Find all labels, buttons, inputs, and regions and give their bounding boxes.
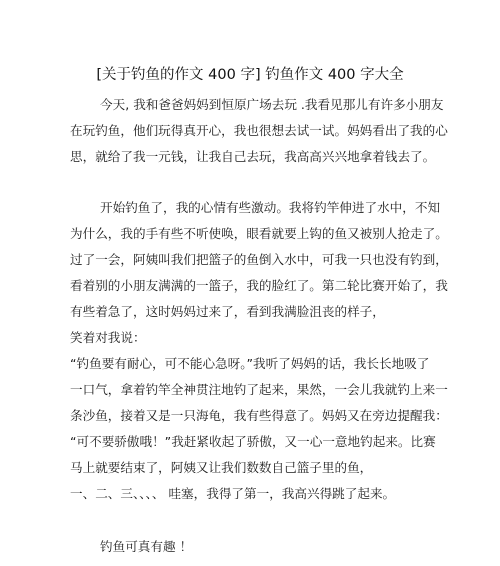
paragraph-2-line-11: 马上就要结束了，阿姨又让我们数数自己篮子里的鱼， bbox=[70, 460, 373, 475]
paragraph-2-line-9: 条沙鱼，接着又是一只海龟，我有些得意了。妈妈又在旁边提醒我： bbox=[70, 408, 448, 423]
paragraph-2-line-1: 开始钓鱼了，我的心情有些激动。我将钓竿伸进了水中，不知 bbox=[100, 200, 441, 215]
paragraph-2-line-3: 过了一会，阿姨叫我们把篮子的鱼倒入水中，可我一只也没有钓到， bbox=[70, 252, 448, 267]
paragraph-2-line-5: 有些着急了，这时妈妈过来了，看到我满脸沮丧的样子， bbox=[70, 304, 385, 319]
paragraph-2-line-2: 为什么，我的手有些不听使唤，眼看就要上钩的鱼又被别人抢走了。 bbox=[70, 226, 448, 241]
paragraph-2-line-8: 一口气，拿着钓竿全神贯注地钓了起来，果然，一会儿我就钓上来一 bbox=[70, 382, 448, 397]
paragraph-2-line-4: 看着别的小朋友满满的一篮子，我的脸红了。第二轮比赛开始了，我 bbox=[70, 278, 448, 293]
paragraph-1-line-1: 今天, 我和爸爸妈妈到恒原广场去玩 .我看见那儿有许多小朋友 bbox=[100, 97, 444, 112]
document-title: [关于钓鱼的作文 400 字] 钓鱼作文 400 字大全 bbox=[96, 67, 404, 83]
paragraph-2-line-10: “可不要骄傲哦！”我赶紧收起了骄傲，又一心一意地钓起来。比赛 bbox=[70, 434, 436, 449]
paragraph-2-line-12: 一、二、三、、、、 哇塞，我得了第一，我高兴得跳了起来。 bbox=[70, 486, 396, 501]
paragraph-1-line-3: 思，就给了我一元钱，让我自己去玩，我高高兴兴地拿着钱去了。 bbox=[70, 149, 436, 164]
paragraph-1-line-2: 在玩钓鱼，他们玩得真开心，我也很想去试一试。妈妈看出了我的心 bbox=[70, 123, 448, 138]
paragraph-2-line-7: “钓鱼要有耐心，可不能心急呀。”我听了妈妈的话，我长长地吸了 bbox=[70, 356, 430, 371]
closing-line: 钓鱼可真有趣 ！ bbox=[100, 539, 193, 554]
paragraph-2-line-6: 笑着对我说： bbox=[70, 330, 146, 345]
